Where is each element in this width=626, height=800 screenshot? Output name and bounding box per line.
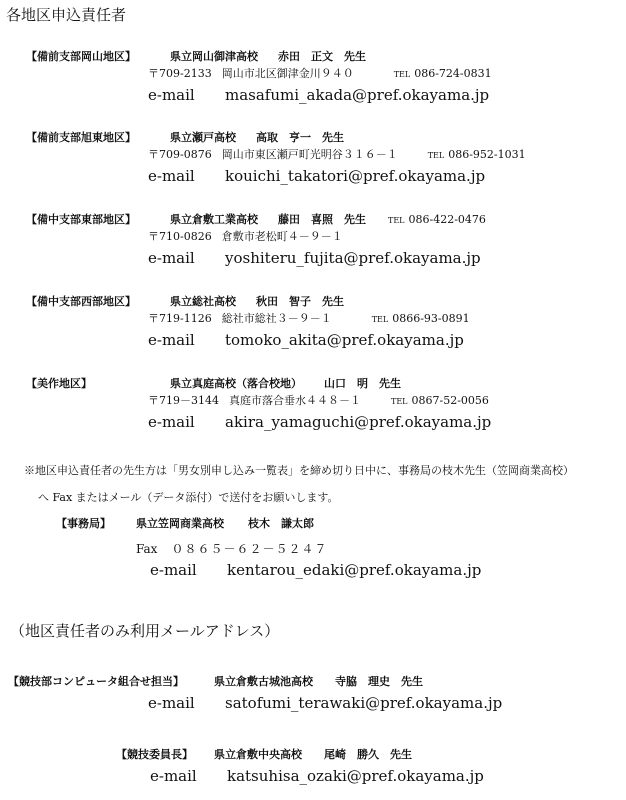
person-name: 赤田 正文 先生 bbox=[278, 50, 366, 63]
page-title: 各地区申込責任者 bbox=[6, 6, 127, 24]
postal-code: 〒710-0826 bbox=[148, 230, 212, 243]
district-label: 【備中支部西部地区】 bbox=[26, 295, 136, 308]
email-label: e-mail bbox=[150, 561, 197, 579]
postal-code: 〒719－3144 bbox=[148, 394, 219, 407]
person-name: 秋田 智子 先生 bbox=[256, 295, 344, 308]
school-name: 県立真庭高校（落合校地） bbox=[170, 377, 302, 390]
email-line bbox=[150, 561, 481, 579]
postal-code: 〒719-1126 bbox=[148, 312, 212, 325]
address: 総社市総社３－９－１ bbox=[221, 312, 332, 325]
email-address[interactable]: kouichi_takatori@pref.okayama.jp bbox=[225, 167, 486, 185]
email-label: e-mail bbox=[150, 767, 197, 785]
email-address[interactable]: yoshiteru_fujita@pref.okayama.jp bbox=[225, 249, 481, 267]
school-name: 県立笠岡商業高校 bbox=[136, 517, 224, 530]
fax-label: Fax bbox=[136, 542, 158, 556]
tel-icon: TEL bbox=[371, 315, 389, 324]
address: 岡山市北区御津金川９４０ bbox=[221, 67, 354, 80]
school-name: 県立岡山御津高校 bbox=[170, 50, 258, 63]
email-address[interactable]: masafumi_akada@pref.okayama.jp bbox=[225, 86, 490, 104]
postal-code: 〒709-0876 bbox=[148, 148, 212, 161]
tel-number: 0866-93-0891 bbox=[392, 312, 470, 325]
person-name: 藤田 喜照 先生 bbox=[278, 213, 366, 226]
person-name: 尾崎 勝久 先生 bbox=[324, 748, 412, 761]
email-line bbox=[150, 767, 484, 785]
contact-label: 【競技委員長】 bbox=[116, 748, 193, 761]
address: 岡山市東区瀬戸町光明谷３１６－１ bbox=[221, 148, 398, 161]
school-person-line bbox=[170, 375, 401, 391]
email-label: e-mail bbox=[148, 167, 195, 185]
email-line bbox=[148, 249, 481, 267]
address-line bbox=[148, 65, 492, 81]
email-line bbox=[148, 86, 489, 104]
tel-icon: TEL bbox=[391, 397, 408, 406]
person-name: 枝木 謙太郎 bbox=[248, 517, 314, 530]
section-heading: （地区責任者のみ利用メールアドレス） bbox=[10, 622, 280, 640]
person-name: 寺脇 理史 先生 bbox=[335, 675, 423, 688]
person-name: 高取 亨一 先生 bbox=[256, 131, 344, 144]
tel-number: 086-724-0831 bbox=[414, 67, 492, 80]
address: 倉敷市老松町４－９－１ bbox=[221, 230, 343, 243]
email-label: e-mail bbox=[148, 694, 195, 712]
school-person-line bbox=[214, 746, 412, 762]
address-line bbox=[148, 310, 470, 326]
email-address[interactable]: katsuhisa_ozaki@pref.okayama.jp bbox=[227, 767, 484, 785]
school-name: 県立瀬戸高校 bbox=[170, 131, 236, 144]
school-person-line bbox=[170, 48, 366, 64]
tel-number: 0867-52-0056 bbox=[411, 394, 489, 407]
school-person-line bbox=[170, 293, 344, 309]
office-school-person-line bbox=[136, 515, 314, 531]
email-address[interactable]: tomoko_akita@pref.okayama.jp bbox=[225, 331, 464, 349]
school-name: 県立総社高校 bbox=[170, 295, 236, 308]
contact-label: 【競技部コンピュータ組合せ担当】 bbox=[8, 675, 184, 688]
address-line bbox=[148, 392, 489, 408]
tel-icon: TEL bbox=[393, 70, 411, 79]
office-label: 【事務局】 bbox=[56, 517, 111, 530]
district-label: 【備前支部岡山地区】 bbox=[26, 50, 136, 63]
address-line bbox=[148, 228, 343, 244]
email-label: e-mail bbox=[148, 413, 195, 431]
school-name: 県立倉敷工業高校 bbox=[170, 213, 258, 226]
tel-number: 086-952-1031 bbox=[448, 148, 526, 161]
school-person-line bbox=[214, 673, 423, 689]
email-address[interactable]: akira_yamaguchi@pref.okayama.jp bbox=[225, 413, 492, 431]
tel-icon: TEL bbox=[427, 151, 445, 160]
note-line-1: ※地区申込責任者の先生方は「男女別申し込み一覧表」を締め切り日中に、事務局の枝木先生（笠岡商業高校） bbox=[24, 464, 574, 477]
tel-icon: TEL bbox=[388, 216, 405, 225]
fax-line bbox=[136, 540, 327, 557]
district-label: 【備中支部東部地区】 bbox=[26, 213, 136, 226]
district-label: 【美作地区】 bbox=[26, 377, 92, 390]
school-name: 県立倉敷古城池高校 bbox=[214, 675, 313, 688]
school-name: 県立倉敷中央高校 bbox=[214, 748, 302, 761]
address-line bbox=[148, 146, 526, 162]
email-line bbox=[148, 331, 464, 349]
email-line bbox=[148, 694, 502, 712]
note-line-2: へ Fax またはメール（データ添付）で送付をお願いします。 bbox=[38, 491, 339, 504]
fax-number: ０８６５－６２－５２４７ bbox=[171, 542, 328, 556]
email-line bbox=[148, 167, 485, 185]
email-label: e-mail bbox=[148, 249, 195, 267]
district-label: 【備前支部旭東地区】 bbox=[26, 131, 136, 144]
email-address[interactable]: kentarou_edaki@pref.okayama.jp bbox=[227, 561, 482, 579]
tel-number: 086-422-0476 bbox=[408, 213, 486, 226]
postal-code: 〒709-2133 bbox=[148, 67, 212, 80]
school-person-line bbox=[170, 211, 486, 227]
email-address[interactable]: satofumi_terawaki@pref.okayama.jp bbox=[225, 694, 503, 712]
email-line bbox=[148, 413, 491, 431]
school-person-line bbox=[170, 129, 344, 145]
email-label: e-mail bbox=[148, 86, 195, 104]
email-label: e-mail bbox=[148, 331, 195, 349]
address: 真庭市落合垂水４４８－１ bbox=[229, 394, 361, 407]
person-name: 山口 明 先生 bbox=[324, 377, 401, 390]
